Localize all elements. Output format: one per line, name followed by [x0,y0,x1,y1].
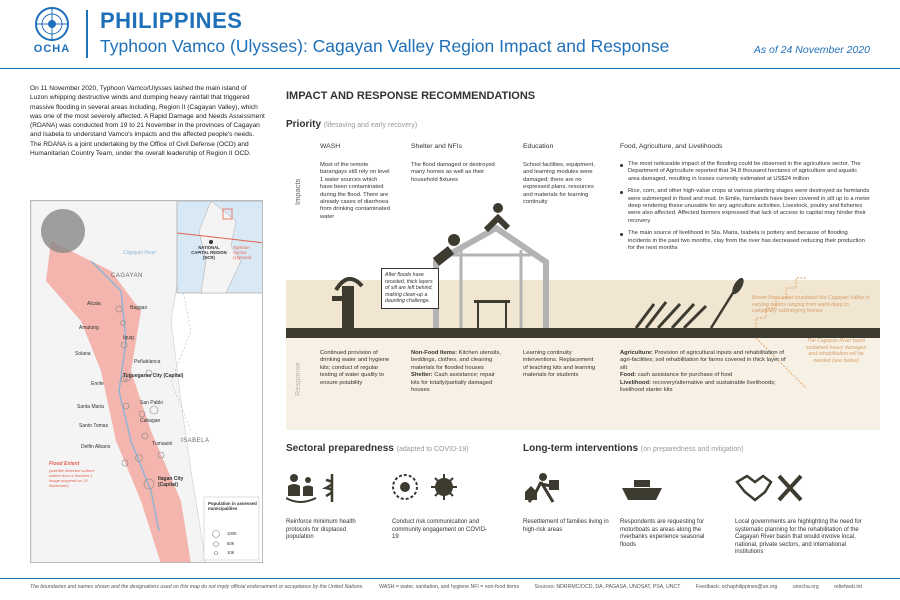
food-label: Food: [620,372,637,379]
wash-response-text: Continued provision of drinking water and hygiene kits; conduct of regular testing of water quality to ensure potability [320,350,390,386]
shelter-label: Shelter: [411,372,433,379]
legend-50k: 50K [227,541,235,546]
map-label-solana: Solana [75,351,91,357]
map-label-river: Cagayan River [123,250,157,256]
header [0,0,900,68]
map-label-cabagan: Cabagan [140,418,161,424]
relocation-icon [523,472,563,506]
virus-communication-icon [392,472,458,506]
map-label-san-pablo: San Pablo [140,400,164,406]
inset-ncr-label: NATIONAL CAPITAL REGION (NCR) [191,245,227,260]
header-rule [0,68,900,69]
map-label-delfin-albano: Delfin Albano [81,444,111,450]
food-text: cash assistance for purchase of food [637,372,733,379]
education-impact-text: School facilities, equipment, and learning modules were damaged; there are no expressed plans, resources and materials for learning continuity [523,162,595,206]
brown-water-callout: Brown flood water inundated the Cagayan Valley in varying depths ranging from waist-deep to completely submerging homes [752,295,870,315]
footer-link-reliefweb[interactable]: reliefweb.int [834,584,862,590]
silt-callout: After floods have receded, thick layers of silt are left behind, making clean-up a daunting challenge. [381,268,439,309]
longterm-item-text: Local governments are highlighting the need for systematic planning for the rehabilitation of the Cagayan River basin that would involve local, national, private sectors, and international institutions [735,519,862,556]
boat-icon [620,476,664,502]
priority-subtitle: (lifesaving and early recovery) [323,122,418,129]
impacts-side-label: Impacts [293,178,302,205]
map-label-baggao: Baggao [130,305,148,311]
legend-10k: 10K [227,550,235,555]
family-health-icon [286,472,346,506]
flood-illustration [286,200,880,430]
longterm-heading [523,443,744,454]
map-label-tuguegarao: Tuguegarao City (Capital) [123,373,184,379]
footer-link-unocha[interactable]: unocha.org [792,584,819,590]
longterm-item-text: Respondents are requesting for motorboats as areas along the riverbanks experience seasonal floods [620,519,705,548]
priority-title: Priority [286,119,322,130]
map-label-isabela: ISABELA [181,438,210,444]
shelter-response [411,350,503,394]
sectoral-item-text: Reinforce minimum health protocols for displaced population [286,519,356,541]
region-map [30,200,263,563]
inset-typhoon-label: Typhoon Vamco (Ulysses) [233,245,252,260]
silt-layer [286,328,880,338]
map-label-penablanca: Peñablanca [134,359,161,365]
shelter-text: Cash assistance; repair kits for totally/partially damaged houses [411,372,495,394]
sectoral-item-text: Conduct risk communication and community engagement on COVID-19 [392,519,488,541]
map-label-ilagan: Ilagan City (Capital) [158,476,184,488]
legend-title: Population in assessed municipalities [208,501,257,511]
map-label-amulung: Amulung [79,325,99,331]
priority-heading [286,119,417,130]
fal-response [620,350,788,394]
map-label-alcala: Alcala [87,301,101,307]
livelihood-label: Livelihood: [620,379,651,386]
agri-text: Provision of agricultural inputs and rehabilitation of agri-facilities; soil rehabilitation for farms covered in thick layer of silt [620,350,786,371]
sectoral-subtitle: (adapted to COVID-19) [396,446,469,453]
country-title: PHILIPPINES [100,8,243,33]
footer-sources: Sources: NDRRMC/OCD, DA, PAGASA, UNOSAT, PSA, UNCT [534,584,681,590]
shelter-impact-text: The flood damaged or destroyed many homes as well as their household fixtures [411,162,495,183]
nfi-label: Non-Food Items: [411,350,458,356]
impact-response-title: IMPACT AND RESPONSE RECOMMENDATIONS [286,90,536,102]
river-basin-callout: The Cagayan River basin sustained heavy damages and rehabilitation will be needed (see below) [805,338,867,364]
col-header-education: Education [523,143,554,150]
as-of-date: As of 24 November 2020 [753,44,870,56]
legend-100k: 100K [227,531,237,536]
map-label-cagayan: CAGAYAN [111,273,143,279]
sectoral-title: Sectoral preparedness [286,443,394,454]
map-label-enrile: Enrile [91,381,104,387]
col-header-shelter: Shelter and NFIs [411,143,462,150]
sectoral-heading [286,443,469,454]
handshake-tools-icon [735,472,805,506]
education-response-text: Learning continuity interventions. Replacement of teaching kits and learning materials for students [523,350,596,379]
header-divider [86,10,88,58]
ocha-logo-text: OCHA [33,43,71,55]
wash-impact-text: Most of the remote barangays still rely on level 1 water sources which have been contaminated during the flood. There are already cases of diarrhoea from drinking contaminated water [320,162,390,220]
fal-impact-item: The most noticeable impact of the flooding could be observed in the agriculture sector. The Department of Agriculture reported that 34.8 thousand hectares of agriculture and aquatic area damaged, resulting in losses currently estimated at US$24 million [620,161,870,183]
footer-disclaimer: The boundaries and names shown and the designations used on this map do not imply official endorsement or acceptance by the United Nations. [30,584,364,590]
footer [30,584,880,590]
agri-label: Agriculture: [620,350,653,356]
longterm-title: Long-term interventions [523,443,639,454]
col-header-fal: Food, Agriculture, and Livelihoods [620,143,723,150]
longterm-item-text: Resettlement of families living in high-risk areas [523,519,609,533]
map-label-tumauini: Tumauini [152,441,173,447]
col-header-wash: WASH [320,143,341,150]
footer-abbreviations: WASH = water, sanitation, and hygiene NFI = non-food items [379,584,520,590]
intro-text: On 11 November 2020, Typhoon Vamco/Ulysses lashed the main island of Luzon whipping destructive winds and dumping heavy rainfall that triggered massive flooding in several areas including, Region II (Cagayan Valley), which was one of the most severely affected. A Rapid Damage and Needs Assessment (RDANA) was conducted from 19 to 21 November in the provinces of Cagayan and Isabela to understand Vamco's impacts and the affected people's needs. The RDANA is a joint undertaking by the Office of Civil Defense (OCD) and Humanitarian Country Team, under the overall leadership of Region II OCD. [30,85,265,158]
flood-extent-desc: (satellite detected surface waters from a Sentinel-1 image acquired on 13 November) [49,468,95,488]
footer-feedback[interactable]: Feedback: ochaphilippines@un.org [695,584,778,590]
map-label-iguig: Iguig [123,335,134,341]
fal-impact-item: The main source of livelihood in Sta. Maria, Isabela is pottery and because of flooding incidents in the past two months, clay from the river has decreased reducing their production for the next months [620,230,870,252]
map-label-santo-tomas: Santo Tomas [79,423,109,429]
map-label-santa-maria: Santa Maria [77,404,104,410]
flood-extent-title: Flood Extent [49,461,80,467]
longterm-subtitle: (on preparedness and mitigation) [640,446,744,453]
footer-rule [0,578,900,579]
livelihood-text: recovery/alternative and sustainable livelihoods; livelihood starter kits [620,379,776,394]
page-title: Typhoon Vamco (Ulysses): Cagayan Valley Region Impact and Response [100,36,670,56]
fal-impact-item: Rice, corn, and other high-value crops at various planting stages were destroyed as farmlands were submerged in flood and mud. In Emile, farmlands have been covered in silt up to a meter deep rendering these unusable for any agriculture activities. Livestock, poultry and fisheries were also affected. Affected farmers expressed that lack of access to capital may hinder their recovery [620,188,870,225]
nfi-text: Kitchen utensils, beddings, clothes, and cleaning materials for flooded houses [411,350,501,371]
